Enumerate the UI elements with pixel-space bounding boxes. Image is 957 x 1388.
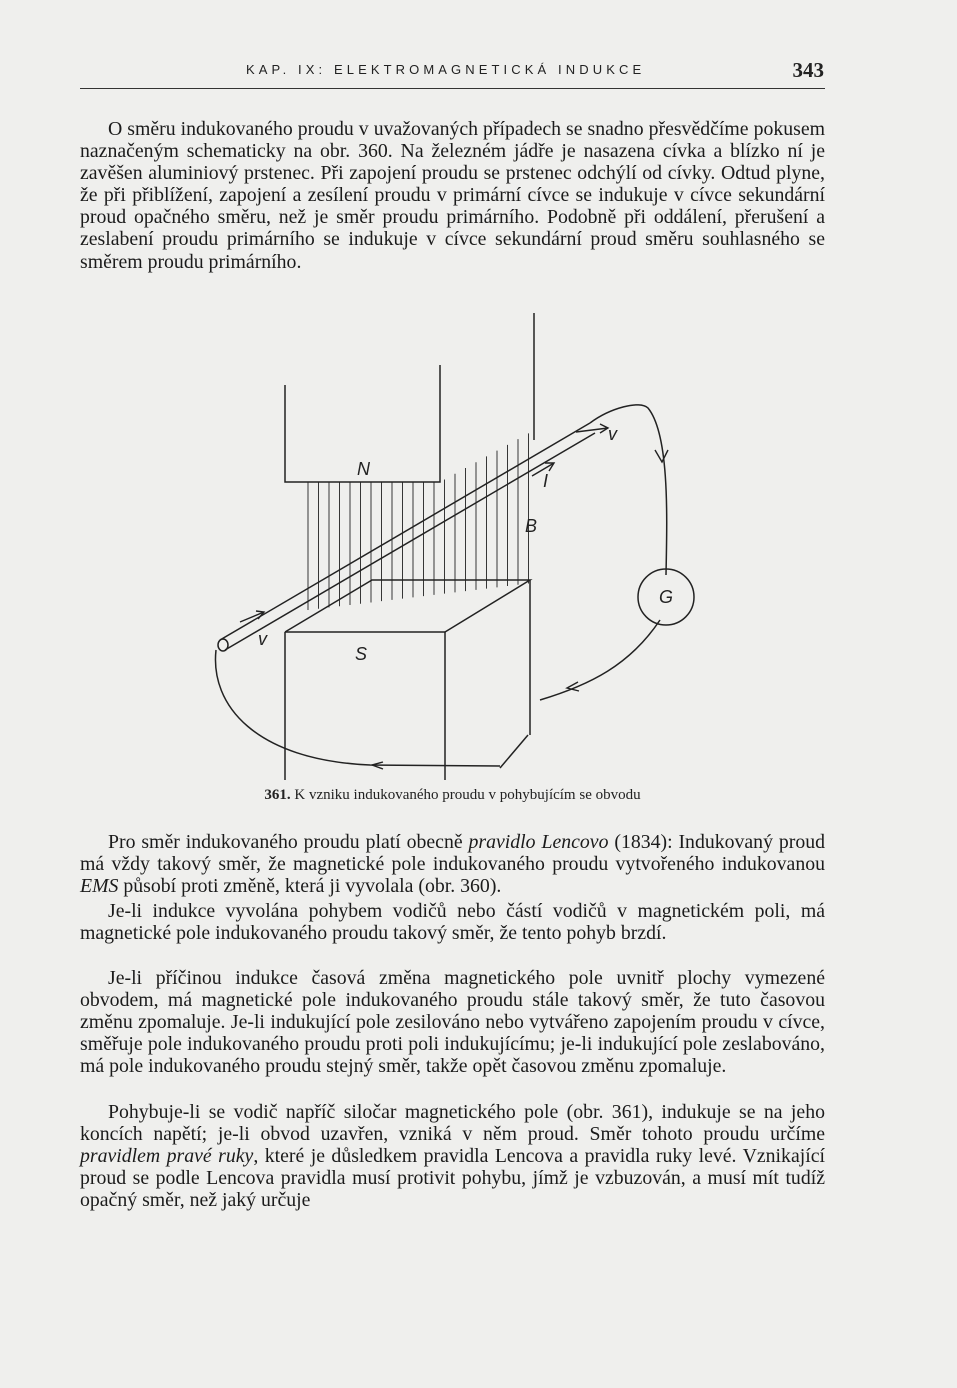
p2-italic-lenz: pravidlo Lencovo	[468, 831, 609, 853]
paragraph-motion-induction: Je-li indukce vyvolána pohybem vodičů nebo částí vodičů v magnetickém poli, má magnetické pole indukovaného proudu takový směr, že tento pohyb brzdí.	[80, 900, 825, 945]
page-number: 343	[792, 58, 824, 82]
label-galvanometer: G	[659, 587, 674, 607]
paragraph-time-change: Je-li příčinou indukce časová změna magnetického pole uvnitř plochy vymezené obvodem, má magnetické pole indukovaného proudu stále takový směr, že tuto časovou změnu zpomaluje. Je-li indukující pole zesilováno nebo vytvářeno zapojením proudu v cívce, směřuje pole indukovaného proudu proti poli indukujícímu; je-li indukující pole zeslabováno, má pole indukovaného proudu stejný směr, takže opět časovou změnu zpomaluje.	[80, 967, 825, 1078]
magnetic-field-lines	[308, 433, 529, 610]
paragraph-lenz-experiment: O směru indukovaného proudu v uvažovaných případech se snadno přesvědčíme pokusem naznačeným schematicky na obr. 360. Na železném jádře je nasazena cívka a blízko ní je zavěšen aluminiový prstenec. Při zapojení proudu se prstenec odchýlí od cívky. Odtud plyne, že při přiblížení, zapojení a zesílení proudu v primární cívce se indukuje v cívce sekundární proud opačného směru, než je směr proudu primárního. Podobně při oddálení, přerušení a zeslabení proudu primárního se indukuje v cívce sekundární proud směru souhlasného se směrem proudu primárního.	[80, 118, 825, 273]
caption-number: 361.	[264, 787, 291, 803]
paragraph-lenz-rule	[80, 831, 825, 897]
figure-caption	[80, 787, 825, 804]
caption-text: K vzniku indukovaného proudu v pohybujícím se obvodu	[294, 787, 641, 803]
p5-italic-rule: pravidlem pravé ruky	[80, 1145, 254, 1168]
p2-text-c: působí proti změně, která ji vyvolala (obr. 360).	[118, 875, 502, 898]
label-velocity-bottom: v	[258, 629, 267, 649]
p2-text-a: Pro směr indukovaného proudu platí obecně	[108, 831, 469, 853]
south-pole	[285, 580, 530, 780]
p2-italic-ems: EMS	[80, 875, 119, 898]
running-head: KAP. IX: ELEKTROMAGNETICKÁ INDUKCE	[246, 62, 646, 77]
circuit-wire	[215, 405, 666, 766]
label-velocity-top: v	[608, 424, 617, 444]
direction-arrows	[240, 424, 668, 769]
label-field-b: B	[525, 516, 538, 536]
header-rule	[80, 88, 825, 89]
induction-diagram	[200, 310, 720, 780]
label-south: S	[355, 644, 368, 664]
moving-conductor	[218, 423, 595, 651]
p5-text-b: , které je důsledkem pravidla Lencova a pravidla ruky levé. Vznikající proud se podle Lencova pravidla musí protivit pohybu, jímž je vzbuzován, a musí mít tudíž opačný směr, než jaký určuje	[80, 1145, 825, 1212]
figure-361	[200, 310, 720, 780]
p2-text-b: (1834): Indukovaný proud má vždy takový směr, že magnetické pole indukovaného proudu vytvořeného indukovanou	[80, 831, 825, 876]
label-current-i: I	[543, 471, 549, 491]
paragraph-right-hand-rule	[80, 1101, 825, 1211]
p5-text-a: Pohybuje-li se vodič napříč siločar magnetického pole (obr. 361), indukuje se na jeho koncích napětí; je-li obvod uzavřen, vzniká v něm proud. Směr tohoto proudu určíme	[80, 1101, 825, 1146]
label-north: N	[357, 459, 370, 479]
